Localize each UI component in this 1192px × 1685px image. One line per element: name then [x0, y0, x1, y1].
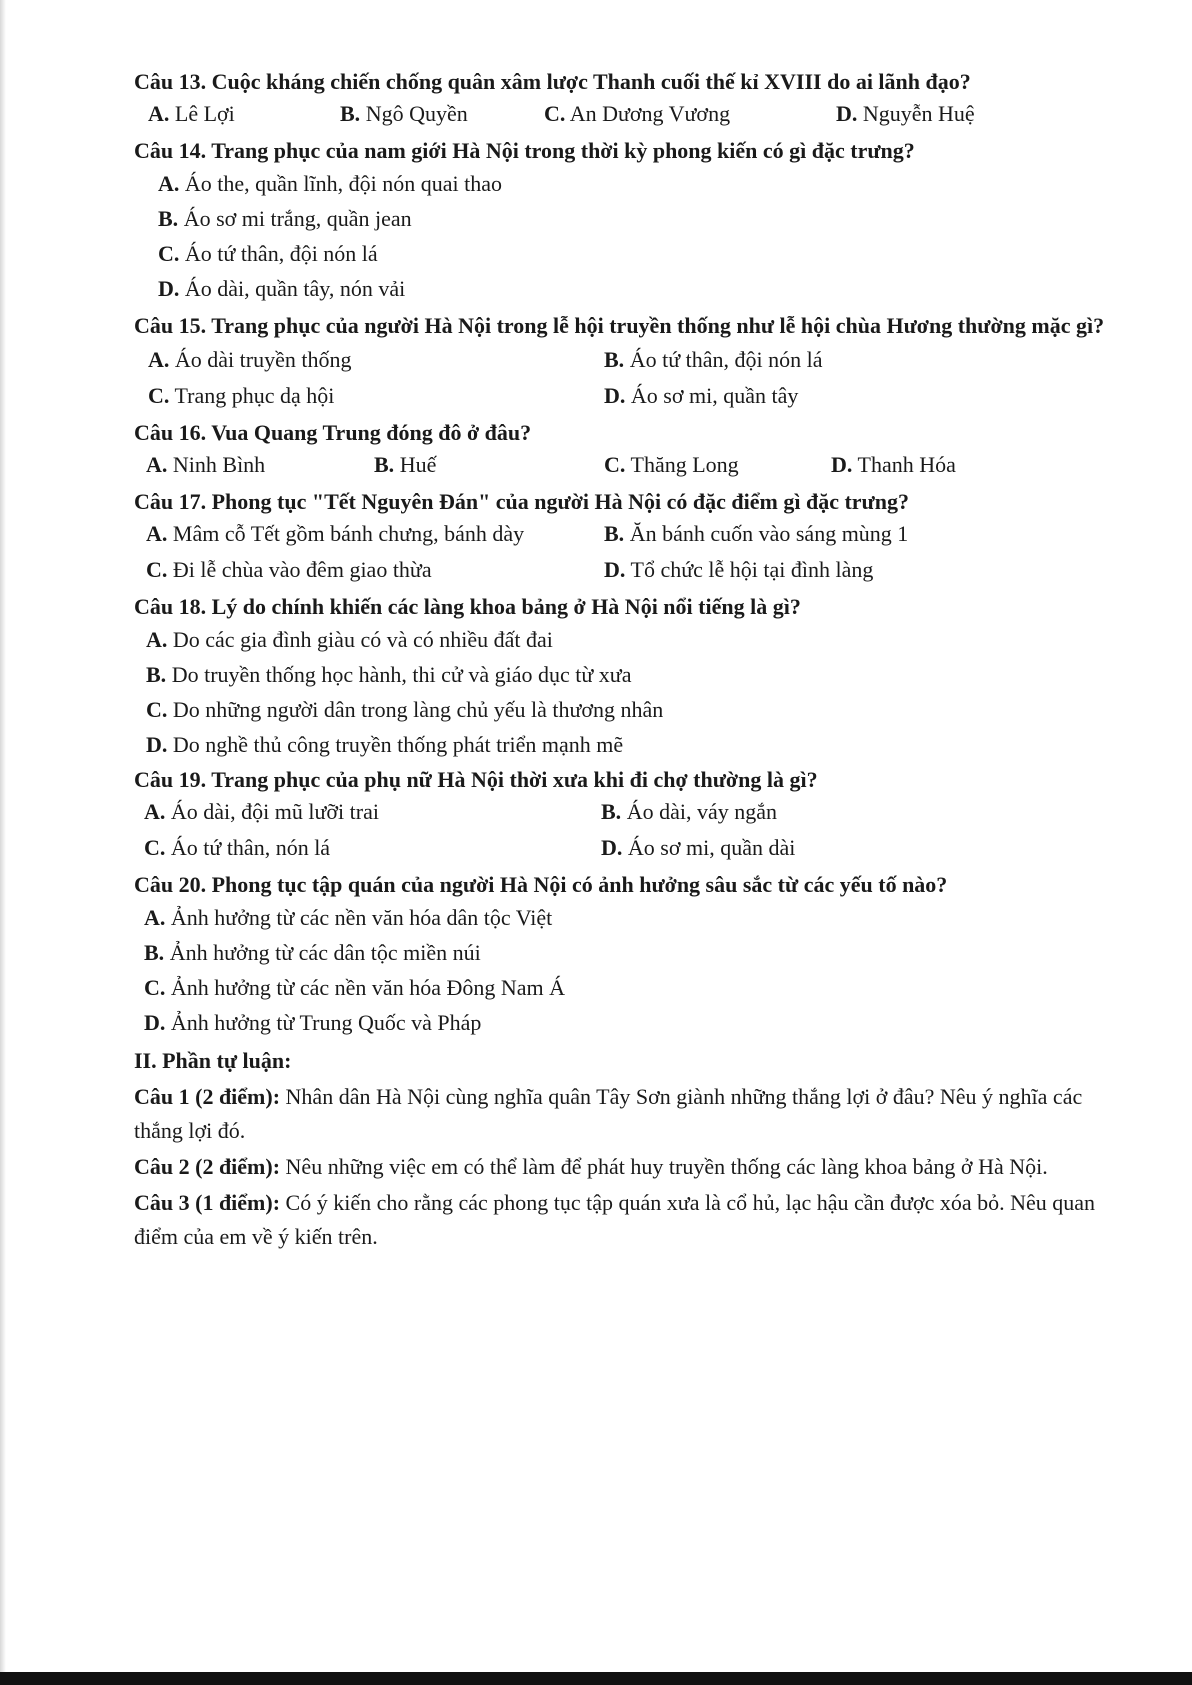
- question-14-text: Câu 14. Trang phục của nam giới Hà Nội trong thời kỳ phong kiến có gì đặc trưng?: [134, 138, 915, 163]
- option-b: B. Ngô Quyền: [340, 101, 468, 126]
- option-c: C. Thăng Long: [604, 452, 739, 477]
- essay-question-2: Câu 2 (2 điểm): Nêu những việc em có thể làm để phát huy truyền thống các làng khoa bảng ở Hà Nội.: [134, 1154, 1048, 1179]
- exam-content: [134, 64, 1124, 1254]
- option-c: C. Áo tứ thân, nón lá: [144, 835, 331, 860]
- option-b: B. Do truyền thống học hành, thi cử và giáo dục từ xưa: [146, 662, 632, 687]
- question-13-options: [134, 97, 1124, 133]
- question-17-text: Câu 17. Phong tục "Tết Nguyên Đán" của người Hà Nội có đặc điểm gì đặc trưng?: [134, 489, 909, 514]
- question-14: [134, 136, 1124, 306]
- option-b: B. Ảnh hưởng từ các dân tộc miền núi: [144, 940, 481, 965]
- option-d: D. Ảnh hưởng từ Trung Quốc và Pháp: [144, 1010, 482, 1035]
- option-a: A. Mâm cỗ Tết gồm bánh chưng, bánh dày: [146, 521, 525, 546]
- question-16-options: [134, 448, 1124, 484]
- option-c: C. Áo tứ thân, đội nón lá: [158, 241, 378, 266]
- option-a: A. Áo dài, đội mũ lưỡi trai: [144, 799, 379, 824]
- option-c: C. Đi lễ chùa vào đêm giao thừa: [146, 557, 432, 582]
- question-19-options-row2: [134, 831, 1124, 867]
- question-19-options-row1: [134, 795, 1124, 831]
- option-a: A. Áo the, quần lĩnh, đội nón quai thao: [158, 171, 503, 196]
- question-15-options-row2: [134, 379, 1124, 415]
- section-2-title: II. Phần tự luận:: [134, 1048, 292, 1073]
- option-d: D. Áo sơ mi, quần dài: [601, 835, 796, 860]
- question-15: [134, 309, 1124, 415]
- question-20-text: Câu 20. Phong tục tập quán của người Hà Nội có ảnh hưởng sâu sắc từ các yếu tố nào?: [134, 872, 948, 897]
- option-d: D. Áo dài, quần tây, nón vải: [158, 276, 406, 301]
- option-a: A. Lê Lợi: [148, 101, 235, 126]
- scan-bottom-edge: [0, 1672, 1192, 1685]
- option-b: B. Áo sơ mi trắng, quần jean: [158, 206, 412, 231]
- option-c: C. An Dương Vương: [544, 101, 731, 126]
- question-15-options-row1: [134, 343, 1124, 379]
- option-b: B. Huế: [374, 452, 437, 477]
- question-16: [134, 418, 1124, 484]
- scan-edge-shadow: [0, 0, 6, 1685]
- question-18-text: Câu 18. Lý do chính khiến các làng khoa bảng ở Hà Nội nổi tiếng là gì?: [134, 594, 801, 619]
- question-19-text: Câu 19. Trang phục của phụ nữ Hà Nội thời xưa khi đi chợ thường là gì?: [134, 767, 818, 792]
- option-a: A. Áo dài truyền thống: [148, 347, 352, 372]
- question-17: [134, 487, 1124, 589]
- question-13: [134, 67, 1124, 133]
- question-20: [134, 870, 1124, 1040]
- option-d: D. Áo sơ mi, quần tây: [604, 383, 799, 408]
- question-13-text: Câu 13. Cuộc kháng chiến chống quân xâm lược Thanh cuối thế kỉ XVIII do ai lãnh đạo?: [134, 69, 971, 94]
- option-c: C. Ảnh hưởng từ các nền văn hóa Đông Nam Á: [144, 975, 565, 1000]
- option-c: C. Do những người dân trong làng chủ yếu là thương nhân: [146, 697, 664, 722]
- option-d: D. Thanh Hóa: [831, 452, 956, 477]
- essay-question-3: Câu 3 (1 điểm): Có ý kiến cho rằng các phong tục tập quán xưa là cổ hủ, lạc hậu cần được xóa bỏ. Nêu quan điểm của em về ý kiến trên.: [134, 1190, 1096, 1249]
- option-d: D. Tổ chức lễ hội tại đình làng: [604, 557, 874, 582]
- option-c: C. Trang phục dạ hội: [148, 383, 335, 408]
- question-17-options-row2: [134, 553, 1124, 589]
- option-b: B. Ăn bánh cuốn vào sáng mùng 1: [604, 521, 909, 546]
- question-17-options-row1: [134, 517, 1124, 553]
- question-15-text: Câu 15. Trang phục của người Hà Nội trong lễ hội truyền thống như lễ hội chùa Hương thường mặc gì?: [134, 313, 1105, 338]
- question-16-text: Câu 16. Vua Quang Trung đóng đô ở đâu?: [134, 420, 532, 445]
- essay-question-1: Câu 1 (2 điểm): Nhân dân Hà Nội cùng nghĩa quân Tây Sơn giành những thắng lợi ở đâu? Nêu ý nghĩa các thắng lợi đó.: [134, 1084, 1083, 1143]
- question-18: [134, 592, 1124, 762]
- option-a: A. Ảnh hưởng từ các nền văn hóa dân tộc Việt: [144, 905, 553, 930]
- option-a: A. Do các gia đình giàu có và có nhiều đất đai: [146, 627, 553, 652]
- option-a: A. Ninh Bình: [146, 452, 266, 477]
- option-d: D. Do nghề thủ công truyền thống phát triển mạnh mẽ: [146, 732, 624, 757]
- option-b: B. Áo dài, váy ngắn: [601, 799, 777, 824]
- question-19: [134, 765, 1124, 867]
- option-b: B. Áo tứ thân, đội nón lá: [604, 347, 823, 372]
- option-d: D. Nguyễn Huệ: [836, 101, 975, 126]
